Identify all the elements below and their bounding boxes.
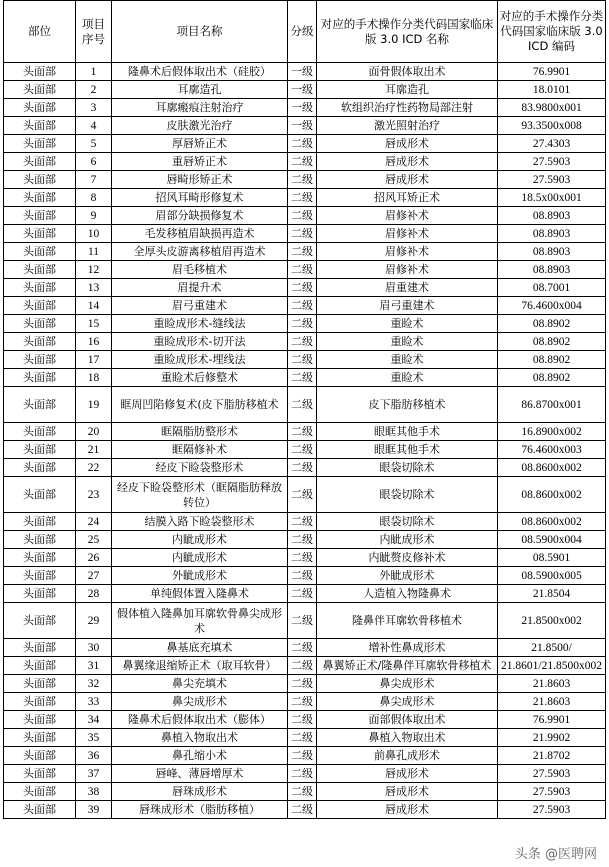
cell-seq: 14 [76, 297, 112, 315]
cell-seq: 11 [76, 243, 112, 261]
table-row [4, 207, 606, 225]
table-row [4, 675, 606, 693]
cell-part: 头面部 [4, 585, 76, 603]
table-row [4, 315, 606, 333]
table-row [4, 189, 606, 207]
table-row [4, 99, 606, 117]
cell-icd-name: 重睑术 [317, 315, 498, 333]
cell-icd-name: 唇成形术 [317, 135, 498, 153]
cell-icd-name: 眼眶其他手术 [317, 423, 498, 441]
cell-name: 结膜入路下睑袋整形术 [112, 513, 288, 531]
cell-level: 二级 [288, 567, 317, 585]
cell-seq: 3 [76, 99, 112, 117]
cell-icd-code: 21.8702 [498, 747, 606, 765]
table-row [4, 711, 606, 729]
cell-name: 内眦成形术 [112, 549, 288, 567]
cell-seq: 18 [76, 369, 112, 387]
cell-part: 头面部 [4, 747, 76, 765]
cell-name: 厚唇矫正术 [112, 135, 288, 153]
cell-icd-name: 面部假体取出术 [317, 711, 498, 729]
cell-level: 二级 [288, 279, 317, 297]
cell-icd-name: 唇成形术 [317, 171, 498, 189]
cell-level: 二级 [288, 531, 317, 549]
cell-icd-name: 唇成形术 [317, 153, 498, 171]
cell-icd-code: 76.9901 [498, 63, 606, 81]
cell-seq: 19 [76, 387, 112, 423]
table-row [4, 549, 606, 567]
table-row [4, 513, 606, 531]
cell-seq: 28 [76, 585, 112, 603]
cell-seq: 17 [76, 351, 112, 369]
cell-name: 眶隔脂肪整形术 [112, 423, 288, 441]
cell-level: 二级 [288, 351, 317, 369]
cell-level: 二级 [288, 513, 317, 531]
cell-level: 二级 [288, 243, 317, 261]
cell-level: 二级 [288, 387, 317, 423]
cell-part: 头面部 [4, 351, 76, 369]
cell-seq: 26 [76, 549, 112, 567]
table-row [4, 351, 606, 369]
cell-seq: 6 [76, 153, 112, 171]
table-row [4, 783, 606, 801]
cell-level: 二级 [288, 693, 317, 711]
cell-part: 头面部 [4, 315, 76, 333]
cell-name: 眶隔修补术 [112, 441, 288, 459]
cell-seq: 37 [76, 765, 112, 783]
watermark: 头条 @医聘网 [511, 842, 601, 863]
cell-icd-code: 27.5903 [498, 765, 606, 783]
table-row [4, 567, 606, 585]
cell-part: 头面部 [4, 603, 76, 639]
header-part: 部位 [4, 1, 76, 63]
cell-part: 头面部 [4, 639, 76, 657]
cell-name: 眉提升术 [112, 279, 288, 297]
cell-seq: 12 [76, 261, 112, 279]
table-row [4, 243, 606, 261]
cell-level: 二级 [288, 459, 317, 477]
header-seq: 项目序号 [76, 1, 112, 63]
cell-level: 一级 [288, 99, 317, 117]
cell-name: 鼻翼缘退缩矫正术（取耳软骨） [112, 657, 288, 675]
cell-name: 单纯假体置入隆鼻术 [112, 585, 288, 603]
cell-name: 经皮下睑袋整形术（眶隔脂肪释放转位） [112, 477, 288, 513]
cell-level: 二级 [288, 801, 317, 819]
cell-icd-code: 27.5903 [498, 783, 606, 801]
cell-icd-code: 08.5900x005 [498, 567, 606, 585]
cell-part: 头面部 [4, 279, 76, 297]
cell-icd-name: 耳廓造孔 [317, 81, 498, 99]
cell-name: 重唇矫正术 [112, 153, 288, 171]
cell-seq: 29 [76, 603, 112, 639]
cell-level: 二级 [288, 639, 317, 657]
cell-seq: 10 [76, 225, 112, 243]
cell-part: 头面部 [4, 711, 76, 729]
cell-icd-code: 08.8902 [498, 315, 606, 333]
cell-seq: 20 [76, 423, 112, 441]
cell-level: 二级 [288, 207, 317, 225]
cell-seq: 4 [76, 117, 112, 135]
table-row [4, 729, 606, 747]
cell-icd-code: 27.5903 [498, 171, 606, 189]
cell-part: 头面部 [4, 333, 76, 351]
cell-icd-code: 08.8600x002 [498, 513, 606, 531]
cell-icd-code: 21.8500/ [498, 639, 606, 657]
cell-level: 二级 [288, 441, 317, 459]
cell-part: 头面部 [4, 441, 76, 459]
table-row [4, 63, 606, 81]
header-row [4, 1, 606, 63]
cell-icd-code: 08.8903 [498, 243, 606, 261]
cell-part: 头面部 [4, 243, 76, 261]
table-row [4, 333, 606, 351]
cell-part: 头面部 [4, 693, 76, 711]
cell-part: 头面部 [4, 657, 76, 675]
cell-name: 眉弓重建术 [112, 297, 288, 315]
cell-seq: 13 [76, 279, 112, 297]
cell-icd-name: 眼袋切除术 [317, 513, 498, 531]
cell-name: 耳廓造孔 [112, 81, 288, 99]
cell-name: 重睑成形术-埋线法 [112, 351, 288, 369]
cell-seq: 22 [76, 459, 112, 477]
cell-name: 重睑成形术-缝线法 [112, 315, 288, 333]
cell-part: 头面部 [4, 513, 76, 531]
cell-icd-name: 眼眶其他手术 [317, 441, 498, 459]
cell-icd-code: 21.8603 [498, 693, 606, 711]
cell-icd-name: 增补性鼻成形术 [317, 639, 498, 657]
cell-icd-name: 重睑术 [317, 369, 498, 387]
cell-icd-name: 眉弓重建术 [317, 297, 498, 315]
cell-icd-code: 21.8601/21.8500x002 [498, 657, 606, 675]
cell-seq: 31 [76, 657, 112, 675]
cell-icd-code: 86.8700x001 [498, 387, 606, 423]
cell-icd-name: 重睑术 [317, 351, 498, 369]
cell-icd-code: 08.8902 [498, 333, 606, 351]
table-row [4, 117, 606, 135]
cell-name: 内眦成形术 [112, 531, 288, 549]
cell-icd-name: 隆鼻伴耳廓软骨移植术 [317, 603, 498, 639]
cell-icd-code: 16.8900x002 [498, 423, 606, 441]
table-row [4, 261, 606, 279]
cell-level: 二级 [288, 297, 317, 315]
cell-seq: 24 [76, 513, 112, 531]
cell-part: 头面部 [4, 729, 76, 747]
header-icd-code: 对应的手术操作分类代码国家临床版 3.0 ICD 编码 [498, 1, 606, 63]
cell-seq: 21 [76, 441, 112, 459]
cell-level: 二级 [288, 369, 317, 387]
cell-seq: 7 [76, 171, 112, 189]
cell-name: 鼻尖成形术 [112, 693, 288, 711]
cell-icd-code: 21.9902 [498, 729, 606, 747]
cell-part: 头面部 [4, 63, 76, 81]
cell-part: 头面部 [4, 261, 76, 279]
cell-icd-code: 08.8600x002 [498, 459, 606, 477]
table-row [4, 171, 606, 189]
table-row [4, 279, 606, 297]
table-row [4, 477, 606, 513]
cell-name: 假体植入隆鼻加耳廓软骨鼻尖成形术 [112, 603, 288, 639]
cell-name: 鼻尖充填术 [112, 675, 288, 693]
cell-level: 二级 [288, 477, 317, 513]
cell-icd-name: 软组织治疗性药物局部注射 [317, 99, 498, 117]
cell-seq: 35 [76, 729, 112, 747]
cell-seq: 23 [76, 477, 112, 513]
cell-icd-name: 内眦赘皮修补术 [317, 549, 498, 567]
cell-name: 唇畸形矫正术 [112, 171, 288, 189]
cell-icd-name: 前鼻孔成形术 [317, 747, 498, 765]
cell-icd-name: 唇成形术 [317, 801, 498, 819]
cell-icd-name: 眉修补术 [317, 207, 498, 225]
cell-icd-name: 人造植入物隆鼻术 [317, 585, 498, 603]
cell-icd-code: 18.5x00x001 [498, 189, 606, 207]
cell-seq: 27 [76, 567, 112, 585]
cell-part: 头面部 [4, 783, 76, 801]
table-row [4, 603, 606, 639]
table-row [4, 765, 606, 783]
cell-level: 二级 [288, 603, 317, 639]
cell-level: 二级 [288, 189, 317, 207]
cell-icd-code: 83.9800x001 [498, 99, 606, 117]
cell-name: 唇珠成形术 [112, 783, 288, 801]
cell-icd-name: 眉修补术 [317, 243, 498, 261]
cell-icd-name: 面骨假体取出术 [317, 63, 498, 81]
cell-seq: 15 [76, 315, 112, 333]
cell-part: 头面部 [4, 459, 76, 477]
cell-seq: 30 [76, 639, 112, 657]
cell-part: 头面部 [4, 225, 76, 243]
cell-name: 隆鼻术后假体取出术（硅胶） [112, 63, 288, 81]
cell-part: 头面部 [4, 153, 76, 171]
cell-icd-code: 27.5903 [498, 153, 606, 171]
cell-name: 耳廓瘢痕注射治疗 [112, 99, 288, 117]
cell-part: 头面部 [4, 531, 76, 549]
cell-icd-code: 08.8903 [498, 207, 606, 225]
cell-icd-code: 76.4600x004 [498, 297, 606, 315]
cell-level: 二级 [288, 333, 317, 351]
cell-level: 二级 [288, 711, 317, 729]
table-row [4, 639, 606, 657]
cell-part: 头面部 [4, 297, 76, 315]
table-row [4, 459, 606, 477]
cell-level: 二级 [288, 729, 317, 747]
cell-seq: 25 [76, 531, 112, 549]
table-row [4, 135, 606, 153]
cell-icd-code: 76.4600x003 [498, 441, 606, 459]
cell-icd-name: 唇成形术 [317, 765, 498, 783]
header-level: 分级 [288, 1, 317, 63]
cell-level: 一级 [288, 117, 317, 135]
cell-name: 唇珠成形术（脂肪移植） [112, 801, 288, 819]
cell-name: 眉部分缺损修复术 [112, 207, 288, 225]
cell-part: 头面部 [4, 369, 76, 387]
cell-name: 毛发移植眉缺损再造术 [112, 225, 288, 243]
cell-part: 头面部 [4, 135, 76, 153]
cell-name: 鼻孔缩小术 [112, 747, 288, 765]
cell-level: 二级 [288, 423, 317, 441]
table-row [4, 297, 606, 315]
cell-name: 眉毛移植术 [112, 261, 288, 279]
cell-part: 头面部 [4, 423, 76, 441]
cell-icd-code: 21.8603 [498, 675, 606, 693]
procedure-table [3, 0, 606, 819]
table-row [4, 225, 606, 243]
cell-name: 经皮下睑袋整形术 [112, 459, 288, 477]
cell-icd-name: 唇成形术 [317, 783, 498, 801]
cell-name: 鼻基底充填术 [112, 639, 288, 657]
cell-seq: 34 [76, 711, 112, 729]
cell-seq: 5 [76, 135, 112, 153]
cell-icd-code: 08.8902 [498, 351, 606, 369]
cell-part: 头面部 [4, 477, 76, 513]
table-row [4, 441, 606, 459]
cell-icd-name: 激光照射治疗 [317, 117, 498, 135]
cell-seq: 39 [76, 801, 112, 819]
cell-icd-code: 21.8500x002 [498, 603, 606, 639]
cell-icd-code: 76.9901 [498, 711, 606, 729]
cell-part: 头面部 [4, 117, 76, 135]
cell-level: 二级 [288, 675, 317, 693]
cell-level: 二级 [288, 171, 317, 189]
cell-seq: 2 [76, 81, 112, 99]
cell-icd-name: 眉重建术 [317, 279, 498, 297]
table-row [4, 747, 606, 765]
cell-icd-name: 眼袋切除术 [317, 459, 498, 477]
cell-level: 二级 [288, 657, 317, 675]
cell-level: 二级 [288, 747, 317, 765]
cell-name: 招风耳畸形修复术 [112, 189, 288, 207]
table-row [4, 531, 606, 549]
cell-icd-name: 鼻尖成形术 [317, 693, 498, 711]
cell-seq: 1 [76, 63, 112, 81]
cell-part: 头面部 [4, 99, 76, 117]
cell-seq: 9 [76, 207, 112, 225]
cell-name: 眶周凹陷修复术(皮下脂肪移植术 [112, 387, 288, 423]
table-row [4, 369, 606, 387]
table-row [4, 153, 606, 171]
cell-icd-code: 21.8504 [498, 585, 606, 603]
table-row [4, 81, 606, 99]
cell-level: 一级 [288, 63, 317, 81]
cell-seq: 33 [76, 693, 112, 711]
cell-icd-name: 外眦成形术 [317, 567, 498, 585]
cell-part: 头面部 [4, 189, 76, 207]
cell-name: 唇峰、薄唇增厚术 [112, 765, 288, 783]
table-row [4, 585, 606, 603]
header-name: 项目名称 [112, 1, 288, 63]
cell-seq: 8 [76, 189, 112, 207]
cell-level: 二级 [288, 315, 317, 333]
cell-level: 二级 [288, 261, 317, 279]
cell-part: 头面部 [4, 567, 76, 585]
cell-part: 头面部 [4, 207, 76, 225]
cell-icd-code: 08.8600x002 [498, 477, 606, 513]
cell-icd-code: 08.8903 [498, 261, 606, 279]
cell-seq: 38 [76, 783, 112, 801]
table-row [4, 693, 606, 711]
table-row [4, 801, 606, 819]
cell-icd-name: 内眦成形术 [317, 531, 498, 549]
cell-name: 隆鼻术后假体取出术（膨体） [112, 711, 288, 729]
cell-icd-name: 鼻尖成形术 [317, 675, 498, 693]
cell-part: 头面部 [4, 765, 76, 783]
cell-icd-name: 眉修补术 [317, 261, 498, 279]
cell-level: 二级 [288, 225, 317, 243]
cell-seq: 16 [76, 333, 112, 351]
cell-part: 头面部 [4, 81, 76, 99]
cell-level: 二级 [288, 153, 317, 171]
cell-level: 二级 [288, 135, 317, 153]
cell-name: 鼻植入物取出术 [112, 729, 288, 747]
cell-part: 头面部 [4, 801, 76, 819]
cell-icd-code: 08.7001 [498, 279, 606, 297]
cell-icd-code: 93.3500x008 [498, 117, 606, 135]
cell-level: 二级 [288, 549, 317, 567]
cell-icd-code: 18.0101 [498, 81, 606, 99]
cell-level: 二级 [288, 585, 317, 603]
table-row [4, 657, 606, 675]
table-row [4, 423, 606, 441]
cell-icd-name: 招风耳矫正术 [317, 189, 498, 207]
cell-icd-code: 08.8902 [498, 369, 606, 387]
cell-icd-name: 皮下脂肪移植术 [317, 387, 498, 423]
cell-part: 头面部 [4, 171, 76, 189]
cell-icd-name: 鼻植入物取出术 [317, 729, 498, 747]
cell-icd-code: 08.5900x004 [498, 531, 606, 549]
cell-icd-name: 眉修补术 [317, 225, 498, 243]
cell-icd-name: 眼袋切除术 [317, 477, 498, 513]
cell-level: 二级 [288, 765, 317, 783]
cell-name: 重睑术后修整术 [112, 369, 288, 387]
cell-part: 头面部 [4, 387, 76, 423]
cell-seq: 32 [76, 675, 112, 693]
cell-icd-code: 08.5901 [498, 549, 606, 567]
cell-part: 头面部 [4, 549, 76, 567]
cell-name: 皮肤激光治疗 [112, 117, 288, 135]
cell-name: 全厚头皮游离移植眉再造术 [112, 243, 288, 261]
cell-level: 二级 [288, 783, 317, 801]
table-body [4, 63, 606, 819]
cell-icd-code: 27.4303 [498, 135, 606, 153]
cell-name: 重睑成形术-切开法 [112, 333, 288, 351]
table-row [4, 387, 606, 423]
cell-level: 一级 [288, 81, 317, 99]
cell-name: 外眦成形术 [112, 567, 288, 585]
cell-part: 头面部 [4, 675, 76, 693]
header-icd-name: 对应的手术操作分类代码国家临床版 3.0 ICD 名称 [317, 1, 498, 63]
cell-icd-code: 27.5903 [498, 801, 606, 819]
cell-icd-name: 重睑术 [317, 333, 498, 351]
cell-icd-name: 鼻翼矫正术/隆鼻伴耳廓软骨移植术 [317, 657, 498, 675]
cell-seq: 36 [76, 747, 112, 765]
cell-icd-code: 08.8903 [498, 225, 606, 243]
